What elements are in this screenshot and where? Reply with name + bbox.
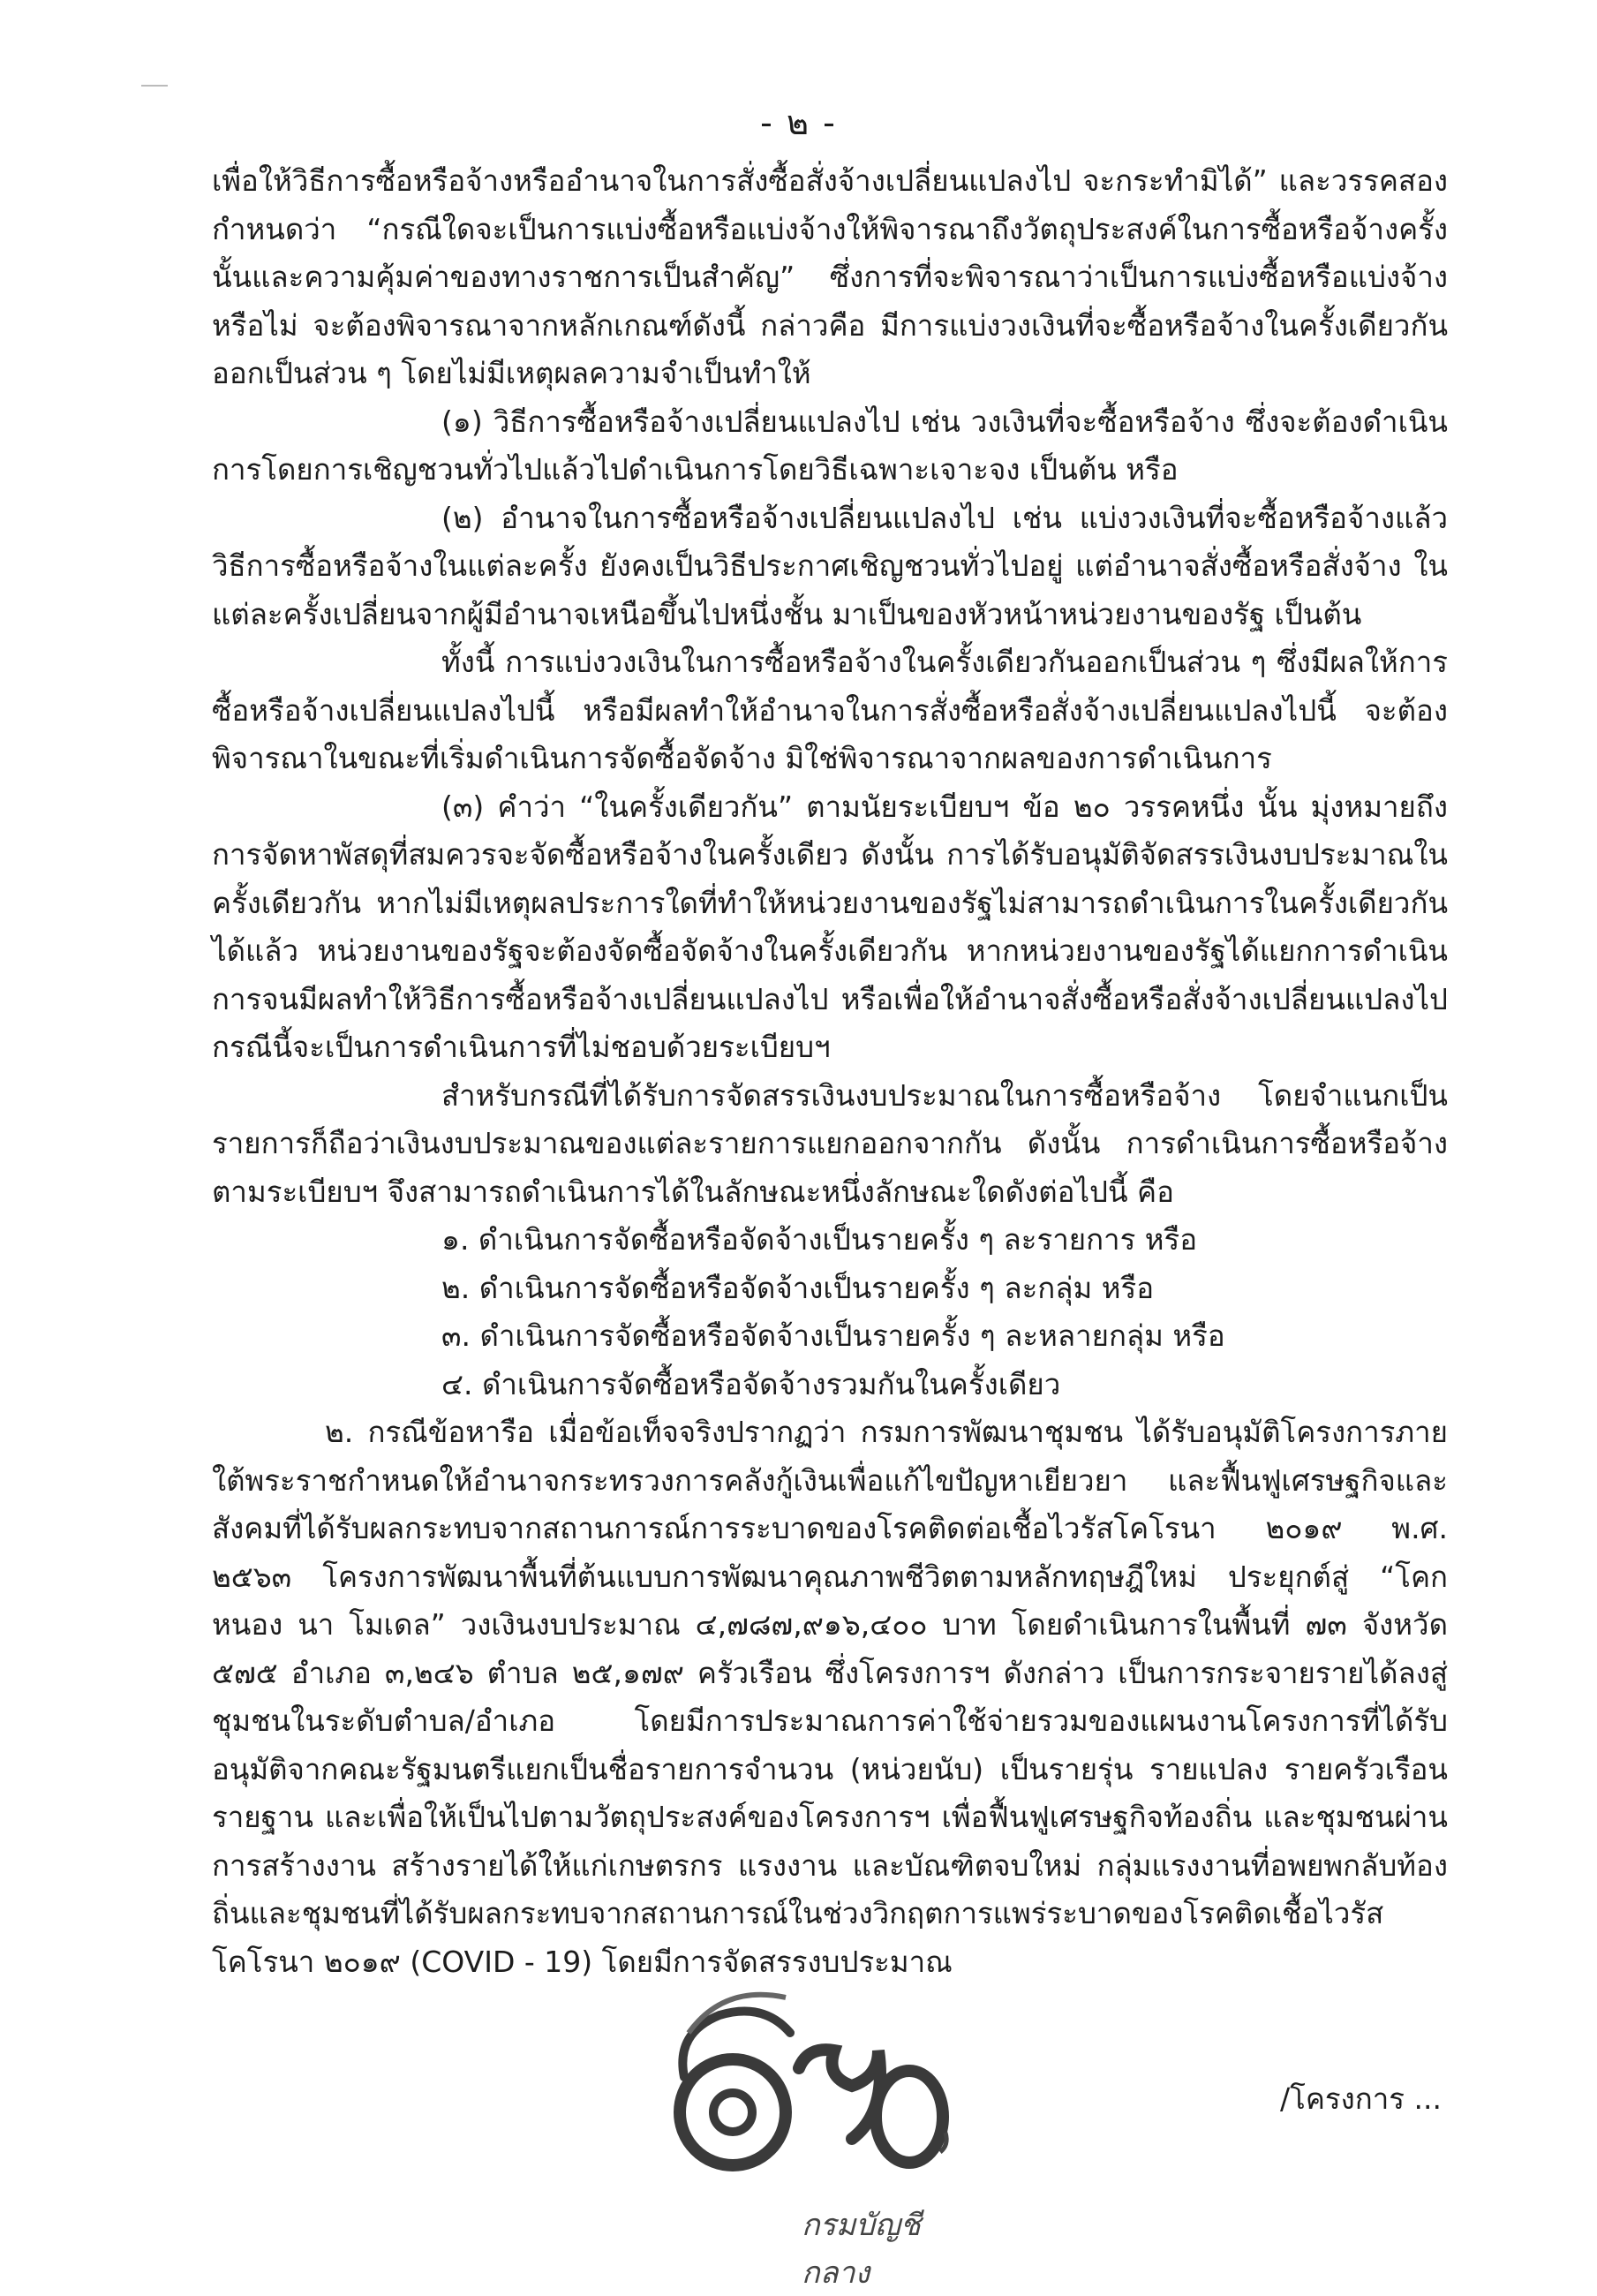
paragraph: ทั้งนี้ การแบ่งวงเงินในการซื้อหรือจ้างในครั้งเดียวกันออกเป็นส่วน ๆ ซึ่งมีผลให้การซื้อหรือจ้างเปลี่ยนแปลงไปนี้ หรือมีผลทำให้อำนาจในการสั่งซื้อหรือสั่งจ้างเปลี่ยนแปลงไปนี้ จะต้องพิจารณาในขณะที่เริ่มดำเนินการจัดซื้อจัดจ้าง มิใช่พิจารณาจากผลของการดำเนินการ [212, 645, 1448, 775]
paragraph: ๒. กรณีข้อหารือ เมื่อข้อเท็จจริงปรากฏว่า กรมการพัฒนาชุมชน ได้รับอนุมัติโครงการภายใต้พระราชกำหนดให้อำนาจกระทรวงการคลังกู้เงินเพื่อแก้ไขปัญหาเยียวยา และฟื้นฟูเศรษฐกิจและสังคมที่ได้รับผลกระทบจากสถานการณ์การระบาดของโรคติดต่อเชื้อไวรัสโคโรนา ๒๐๑๙ พ.ศ. ๒๕๖๓ โครงการพัฒนาพื้นที่ต้นแบบการพัฒนาคุณภาพชีวิตตามหลักทฤษฎีใหม่ ประยุกต์สู่ “โคก หนอง นา โมเดล” วงเงินงบประมาณ ๔,๗๘๗,๙๑๖,๔๐๐ บาท โดยดำเนินการในพื้นที่ ๗๓ จังหวัด ๕๗๕ อำเภอ ๓,๒๔๖ ตำบล ๒๕,๑๗๙ ครัวเรือน ซึ่งโครงการฯ ดังกล่าว เป็นการกระจายรายได้ลงสู่ชุมชนในระดับตำบล/อำเภอ โดยมีการประมาณการค่าใช้จ่ายรวมของแผนงานโครงการที่ได้รับอนุมัติจากคณะรัฐมนตรีแยกเป็นชื่อรายการจำนวน (หน่วยนับ) เป็นรายรุ่น รายแปลง รายครัวเรือน รายฐาน และเพื่อให้เป็นไปตามวัตถุประสงค์ของโครงการฯ เพื่อฟื้นฟูเศรษฐกิจท้องถิ่น และชุมชนผ่านการสร้างงาน สร้างรายได้ให้แก่เกษตรกร แรงงาน และบัณฑิตจบใหม่ กลุ่มแรงงานที่อพยพกลับท้องถิ่นและชุมชนที่ได้รับผลกระทบจากสถานการณ์ในช่วงวิกฤตการแพร่ระบาดของโรคติดเชื้อไวรัสโคโรนา ๒๐๑๙ (COVID - 19) โดยมีการจัดสรรงบประมาณ [212, 1415, 1448, 1979]
logo-caption: กรมบัญชีกลาง [802, 2208, 921, 2291]
list-item: ๔. ดำเนินการจัดซื้อหรือจัดจ้างรวมกันในครั้งเดียว [441, 1366, 1061, 1401]
paragraph: เพื่อให้วิธีการซื้อหรือจ้างหรืออำนาจในการสั่งซื้อสั่งจ้างเปลี่ยนแปลงไป จะกระทำมิได้” และวรรคสอง กำหนดว่า “กรณีใดจะเป็นการแบ่งซื้อหรือแบ่งจ้างให้พิจารณาถึงวัตถุประสงค์ในการซื้อหรือจ้างครั้งนั้นและความคุ้มค่าของทางราชการเป็นสำคัญ” ซึ่งการที่จะพิจารณาว่าเป็นการแบ่งซื้อหรือแบ่งจ้างหรือไม่ จะต้องพิจารณาจากหลักเกณฑ์ดังนี้ กล่าวคือ มีการแบ่งวงเงินที่จะซื้อหรือจ้างในครั้งเดียวกันออกเป็นส่วน ๆ โดยไม่มีเหตุผลความจำเป็นทำให้ [212, 163, 1448, 390]
page-number: - ๒ - [760, 103, 837, 142]
paragraph: (๒) อำนาจในการซื้อหรือจ้างเปลี่ยนแปลงไป เช่น แบ่งวงเงินที่จะซื้อหรือจ้างแล้ววิธีการซื้อหรือจ้างในแต่ละครั้ง ยังคงเป็นวิธีประกาศเชิญชวนทั่วไปอยู่ แต่อำนาจสั่งซื้อหรือสั่งจ้าง ในแต่ละครั้งเปลี่ยนจากผู้มีอำนาจเหนือขึ้นไปหนึ่งชั้น มาเป็นของหัวหน้าหน่วยงานของรัฐ เป็นต้น [212, 500, 1448, 631]
list-item: ๒. ดำเนินการจัดซื้อหรือจัดจ้างเป็นรายครั้ง ๆ ละกลุ่ม หรือ [441, 1270, 1155, 1305]
continuation-marker: /โครงการ ... [1280, 2081, 1442, 2116]
paragraph: สำหรับกรณีที่ได้รับการจัดสรรเงินงบประมาณในการซื้อหรือจ้าง โดยจำแนกเป็นรายการก็ถือว่าเงินงบประมาณของแต่ละรายการแยกออกจากกัน ดังนั้น การดำเนินการซื้อหรือจ้างตามระเบียบฯ จึงสามารถดำเนินการได้ในลักษณะหนึ่งลักษณะใดดังต่อไปนี้ คือ [212, 1077, 1448, 1209]
list-item: ๑. ดำเนินการจัดซื้อหรือจัดจ้างเป็นรายครั้ง ๆ ละรายการ หรือ [441, 1222, 1198, 1257]
scan-artifact [141, 85, 168, 87]
list-item: ๓. ดำเนินการจัดซื้อหรือจัดจ้างเป็นรายครั้ง ๆ ละหลายกลุ่ม หรือ [441, 1318, 1225, 1353]
paragraph: (๓) คำว่า “ในครั้งเดียวกัน” ตามนัยระเบียบฯ ข้อ ๒๐ วรรคหนึ่ง นั้น มุ่งหมายถึง การจัดหาพัสดุที่สมควรจะจัดซื้อหรือจ้างในครั้งเดียว ดังนั้น การได้รับอนุมัติจัดสรรเงินงบประมาณในครั้งเดียวกัน หากไม่มีเหตุผลประการใดที่ทำให้หน่วยงานของรัฐไม่สามารถดำเนินการในครั้งเดียวกันได้แล้ว หน่วยงานของรัฐจะต้องจัดซื้อจัดจ้างในครั้งเดียวกัน หากหน่วยงานของรัฐได้แยกการดำเนินการจนมีผลทำให้วิธีการซื้อหรือจ้างเปลี่ยนแปลงไป หรือเพื่อให้อำนาจสั่งซื้อหรือสั่งจ้างเปลี่ยนแปลงไป กรณีนี้จะเป็นการดำเนินการที่ไม่ชอบด้วยระเบียบฯ [212, 789, 1448, 1064]
paragraph: (๑) วิธีการซื้อหรือจ้างเปลี่ยนแปลงไป เช่น วงเงินที่จะซื้อหรือจ้าง ซึ่งจะต้องดำเนินการโดยการเชิญชวนทั่วไปแล้วไปดำเนินการโดยวิธีเฉพาะเจาะจง เป็นต้น หรือ [212, 404, 1448, 487]
anniversary-logo-icon [636, 1962, 971, 2236]
document-body [212, 157, 1448, 1986]
